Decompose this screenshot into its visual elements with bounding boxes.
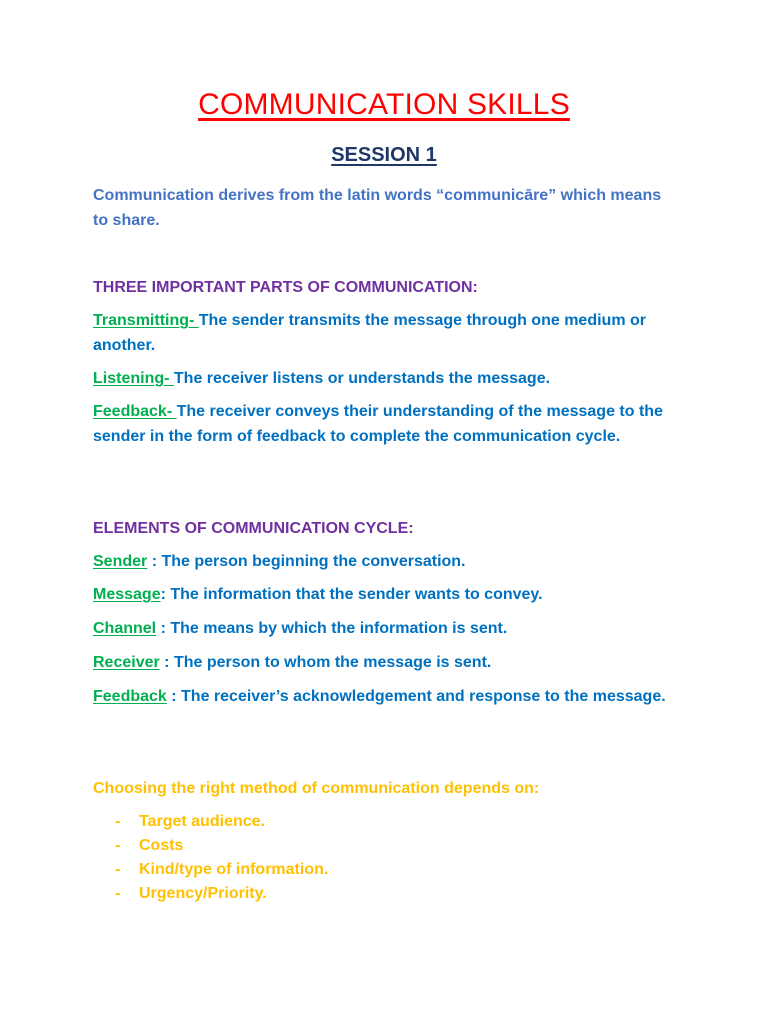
method-list [93, 810, 653, 906]
dash-bullet: - [115, 861, 121, 878]
elements-heading: ELEMENTS OF COMMUNICATION CYCLE: [93, 520, 414, 537]
element-description: : The means by which the information is sent. [156, 620, 508, 637]
list-item [93, 834, 653, 858]
part-term: Feedback- [93, 403, 177, 420]
element-term: Channel [93, 620, 157, 637]
list-item-text: Urgency/Priority. [139, 885, 267, 902]
dash-bullet: - [115, 885, 121, 902]
element-description: : The person to whom the message is sent. [159, 654, 492, 671]
element-term: Feedback [93, 688, 167, 705]
element-receiver [93, 651, 673, 676]
element-term: Sender [93, 553, 148, 570]
page-title: COMMUNICATION SKILLS [198, 88, 570, 121]
element-channel [93, 617, 673, 642]
part-listening [93, 367, 673, 392]
list-item [93, 882, 653, 906]
intro-paragraph: Communication derives from the latin words “communicāre” which means to share. [93, 187, 662, 229]
list-item-text: Costs [139, 837, 184, 854]
list-item [93, 858, 653, 882]
dash-bullet: - [115, 813, 121, 830]
element-term: Receiver [93, 654, 160, 671]
element-description: : The information that the sender wants to convey. [160, 586, 543, 603]
list-item-text: Kind/type of information. [139, 861, 329, 878]
part-description: The sender transmits the message through one medium or another. [93, 312, 646, 354]
part-description: The receiver listens or understands the message. [173, 370, 551, 387]
part-term: Transmitting- [93, 312, 199, 329]
element-description: : The person beginning the conversation. [147, 553, 466, 570]
list-item [93, 810, 653, 834]
element-description: : The receiver’s acknowledgement and response to the message. [166, 688, 666, 705]
element-feedback [93, 685, 673, 710]
part-term: Listening- [93, 370, 174, 387]
part-transmitting [93, 309, 673, 358]
element-sender [93, 550, 673, 575]
part-feedback [93, 400, 673, 449]
parts-heading: THREE IMPORTANT PARTS OF COMMUNICATION: [93, 279, 478, 296]
method-heading: Choosing the right method of communication depends on: [93, 780, 540, 797]
list-item-text: Target audience. [139, 813, 265, 830]
dash-bullet: - [115, 837, 121, 854]
session-heading: SESSION 1 [331, 144, 437, 166]
element-term: Message [93, 586, 161, 603]
element-message [93, 583, 673, 608]
part-description: The receiver conveys their understanding of the message to the sender in the form of feedback to complete the communication cycle. [93, 403, 663, 445]
